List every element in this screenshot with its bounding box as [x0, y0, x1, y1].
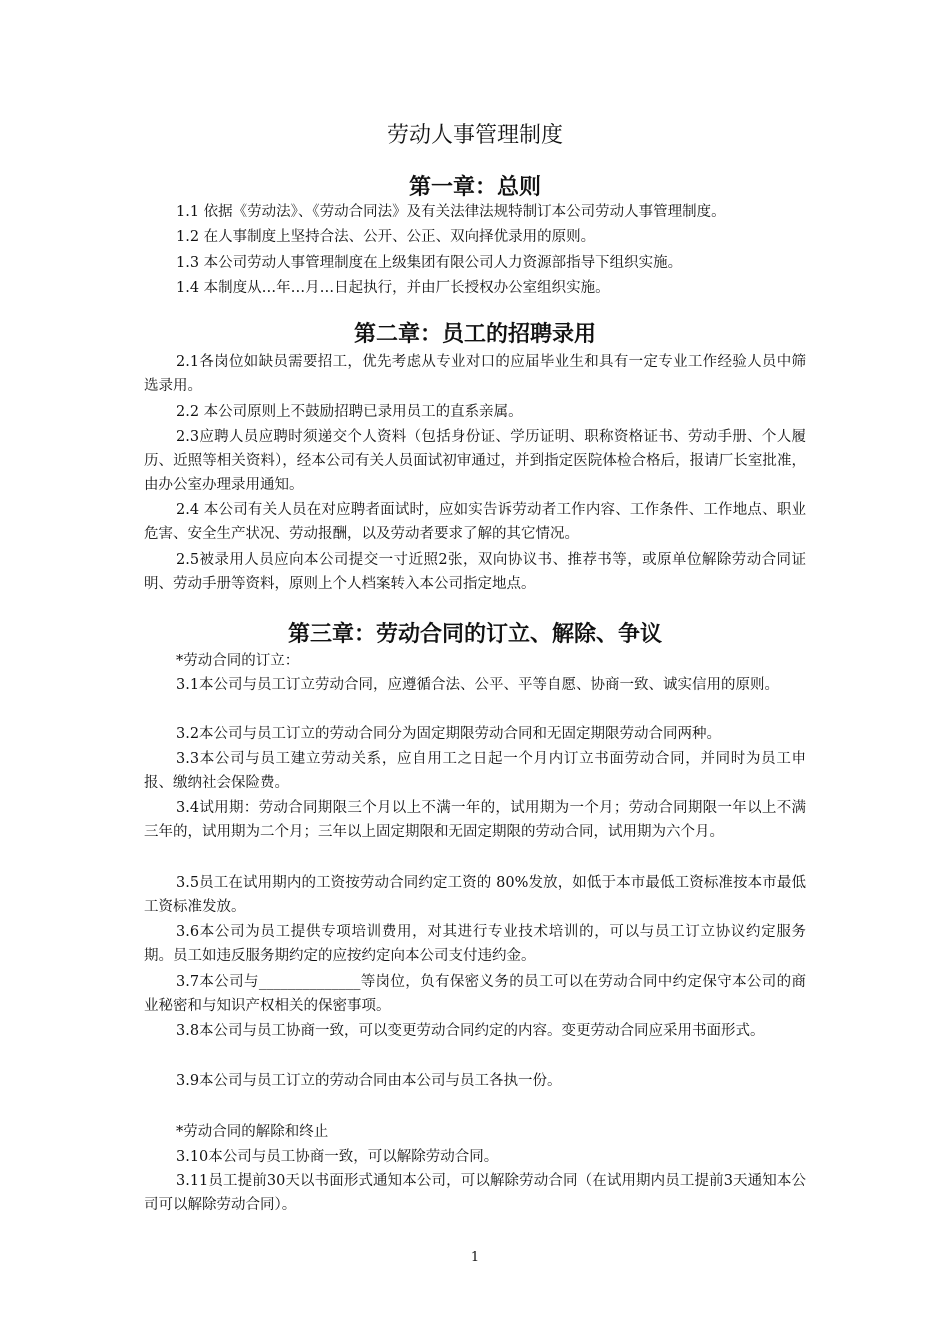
paragraph-3-1: 3.1本公司与员工订立劳动合同，应遵循合法、公平、平等自愿、协商一致、诚实信用的原则。 [176, 677, 780, 693]
paragraph-3-8: 3.8本公司与员工协商一致，可以变更劳动合同约定的内容。变更劳动合同应采用书面形式。 [176, 1023, 765, 1039]
paragraph-3-11: 3.11员工提前30天以书面形式通知本公司，可以解除劳动合同（在试用期内员工提前3天通知本公司可以解除劳动合同）。 [144, 1173, 806, 1213]
paragraph-2-5: 2.5被录用人员应向本公司提交一寸近照2张，双向协议书、推荐书等，或原单位解除劳动合同证明、劳动手册等资料，原则上个人档案转入本公司指定地点。 [144, 552, 806, 592]
subheading-contract-termination: *劳动合同的解除和终止 [176, 1124, 329, 1140]
paragraph-1-3: 1.3 本公司劳动人事管理制度在上级集团有限公司人力资源部指导下组织实施。 [176, 255, 683, 271]
paragraph-1-1: 1.1 依据《劳动法》、《劳动合同法》及有关法律法规特制订本公司劳动人事管理制度。 [176, 204, 726, 220]
paragraph-3-3: 3.3本公司与员工建立劳动关系，应自用工之日起一个月内订立书面劳动合同，并同时为员工申报、缴纳社会保险费。 [144, 751, 806, 791]
paragraph-3-5: 3.5员工在试用期内的工资按劳动合同约定工资的 80%发放，如低于本市最低工资标准按本市最低工资标准发放。 [144, 875, 806, 915]
paragraph-3-10: 3.10本公司与员工协商一致，可以解除劳动合同。 [176, 1149, 499, 1165]
paragraph-1-2: 1.2 在人事制度上坚持合法、公开、公正、双向择优录用的原则。 [176, 229, 596, 245]
paragraph-3-6: 3.6本公司为员工提供专项培训费用，对其进行专业技术培训的，可以与员工订立协议约定服务期。员工如违反服务期约定的应按约定向本公司支付违约金。 [144, 924, 806, 964]
paragraph-2-1: 2.1各岗位如缺员需要招工，优先考虑从专业对口的应届毕业生和具有一定专业工作经验人员中筛选录用。 [144, 354, 806, 394]
paragraph-3-7: 3.7本公司与______________等岗位，负有保密义务的员工可以在劳动合同中约定保守本公司的商业秘密和与知识产权相关的保密事项。 [144, 974, 806, 1014]
chapter-2-heading: 第二章：员工的招聘录用 [353, 322, 596, 347]
paragraph-1-4: 1.4 本制度从…年…月…日起执行，并由厂长授权办公室组织实施。 [176, 280, 610, 296]
subheading-contract-signing: *劳动合同的订立： [176, 653, 300, 669]
page-number: 1 [470, 1250, 480, 1265]
paragraph-3-2: 3.2本公司与员工订立的劳动合同分为固定期限劳动合同和无固定期限劳动合同两种。 [176, 726, 722, 742]
chapter-3-heading: 第三章：劳动合同的订立、解除、争议 [287, 622, 662, 647]
chapter-1-heading: 第一章：总则 [408, 175, 541, 200]
paragraph-3-9: 3.9本公司与员工订立的劳动合同由本公司与员工各执一份。 [176, 1073, 562, 1089]
paragraph-2-2: 2.2 本公司原则上不鼓励招聘已录用员工的直系亲属。 [176, 404, 523, 420]
document-title: 劳动人事管理制度 [386, 123, 563, 148]
paragraph-2-4: 2.4 本公司有关人员在对应聘者面试时，应如实告诉劳动者工作内容、工作条件、工作地点、职业危害、安全生产状况、劳动报酬，以及劳动者要求了解的其它情况。 [144, 502, 806, 542]
paragraph-2-3: 2.3应聘人员应聘时须递交个人资料（包括身份证、学历证明、职称资格证书、劳动手册、个人履历、近照等相关资料），经本公司有关人员面试初审通过，并到指定医院体检合格后，报请厂长室批准，由办公室办理录用通知。 [144, 429, 806, 493]
paragraph-3-4: 3.4试用期：劳动合同期限三个月以上不满一年的，试用期为一个月；劳动合同期限一年以上不满三年的，试用期为二个月；三年以上固定期限和无固定期限的劳动合同，试用期为六个月。 [144, 800, 806, 840]
